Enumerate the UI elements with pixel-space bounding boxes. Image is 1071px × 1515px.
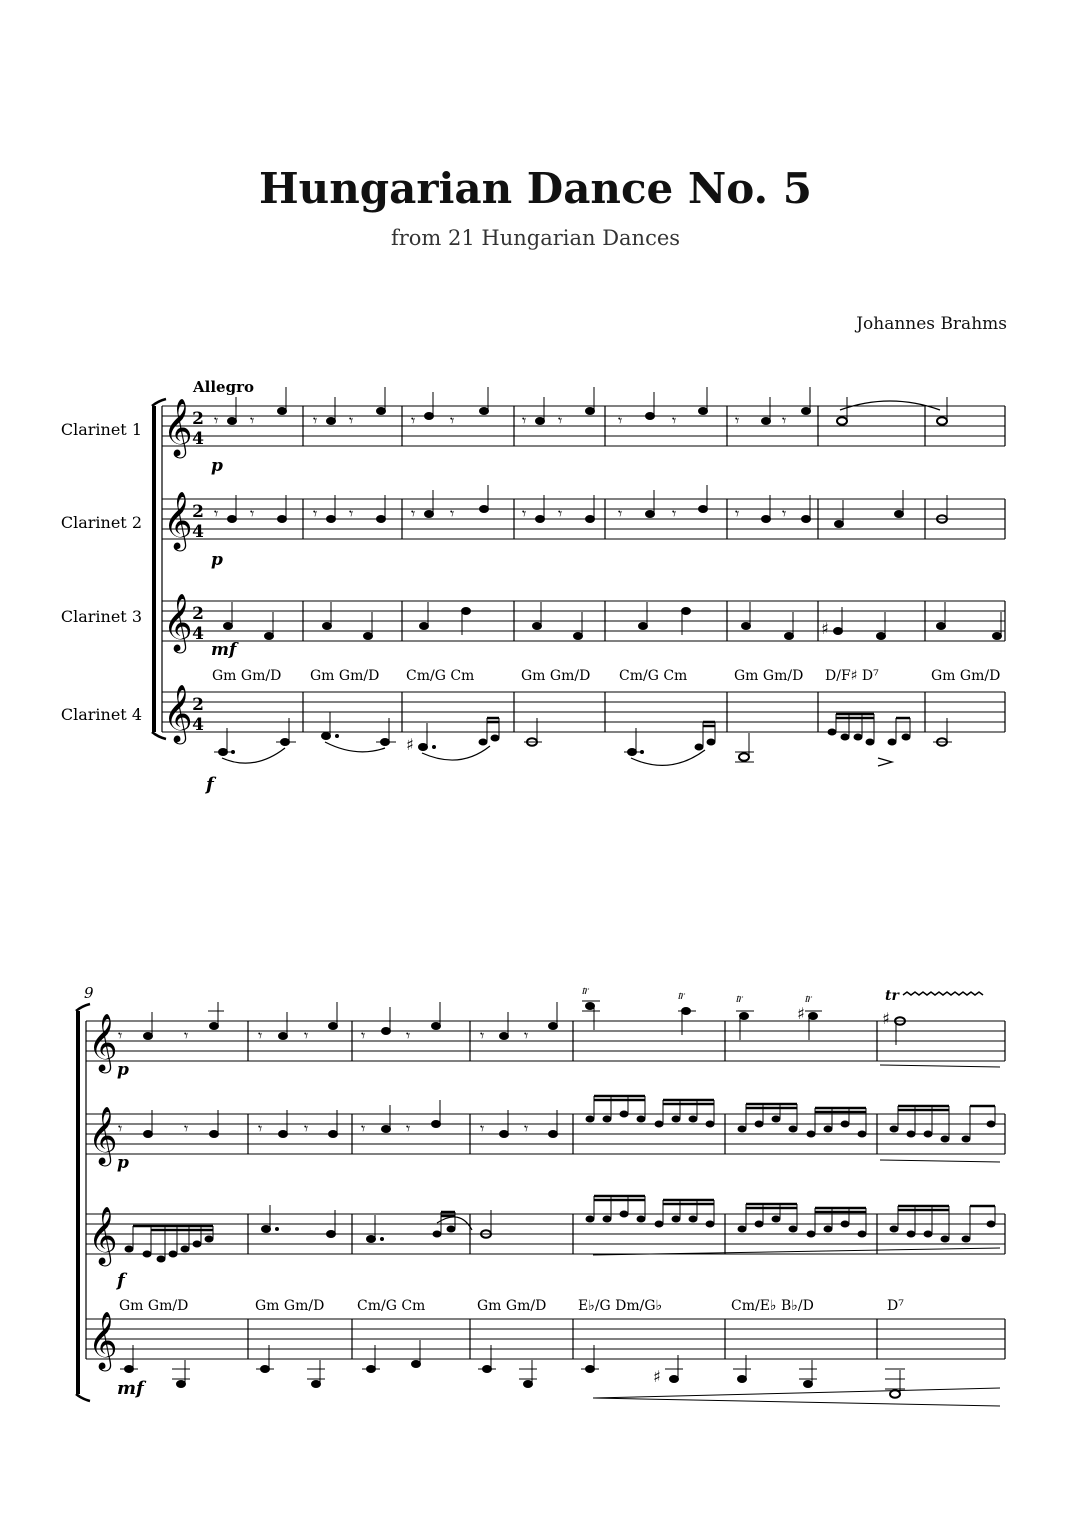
chord-symbol: Gm Gm/D	[212, 668, 282, 684]
dynamic-marking: f	[206, 774, 214, 795]
svg-text:♯: ♯	[797, 1004, 805, 1023]
svg-text:𝄾: 𝄾	[522, 504, 527, 523]
chord-symbol: Gm Gm/D	[521, 668, 591, 684]
svg-text:𝄞: 𝄞	[163, 398, 193, 456]
chord-symbols	[119, 1298, 904, 1314]
svg-text:𝆖: 𝆖	[678, 988, 685, 1002]
chord-symbol: Gm Gm/D	[734, 668, 804, 684]
clarinet-3-notes	[125, 1196, 1000, 1262]
svg-text:♯: ♯	[882, 1009, 890, 1028]
svg-text:𝄾: 𝄾	[782, 411, 787, 430]
sixteenth-run	[738, 1204, 866, 1237]
svg-text:2: 2	[192, 604, 204, 624]
chord-symbol: Gm Gm/D	[477, 1298, 547, 1314]
svg-text:𝄾: 𝄾	[406, 1026, 411, 1045]
dynamic-marking: p	[117, 1153, 129, 1173]
svg-text:♯: ♯	[821, 619, 829, 638]
sixteenth-run	[738, 1104, 866, 1137]
system-1	[61, 378, 1005, 795]
svg-text:𝄞: 𝄞	[163, 593, 193, 651]
chord-symbols	[212, 668, 1000, 684]
svg-text:4: 4	[192, 522, 204, 542]
svg-text:𝄾: 𝄾	[411, 504, 416, 523]
svg-text:𝄾: 𝄾	[258, 1119, 263, 1138]
chord-symbol: Cm/G Cm	[406, 668, 475, 684]
svg-text:♯: ♯	[653, 1367, 661, 1386]
svg-text:𝄾: 𝄾	[258, 1026, 263, 1045]
system-2	[76, 983, 1005, 1406]
svg-text:𝄾: 𝄾	[250, 411, 255, 430]
svg-text:𝄾: 𝄾	[349, 411, 354, 430]
svg-text:𝄾: 𝄾	[450, 504, 455, 523]
clefs	[88, 1013, 118, 1372]
svg-text:𝄾: 𝄾	[304, 1119, 309, 1138]
svg-text:𝄾: 𝄾	[313, 504, 318, 523]
svg-text:4: 4	[192, 624, 204, 644]
chord-symbol: Cm/G Cm	[619, 668, 688, 684]
instrument-name-2: Clarinet 2	[60, 513, 142, 532]
clarinet-2-notes	[214, 485, 947, 528]
svg-text:𝄾: 𝄾	[214, 411, 219, 430]
clarinet-1-notes	[214, 387, 947, 430]
svg-text:𝄞: 𝄞	[163, 684, 193, 742]
dynamic-marking: p	[211, 550, 223, 570]
score-subtitle: from 21 Hungarian Dances	[390, 226, 681, 250]
svg-text:4: 4	[192, 715, 204, 735]
svg-text:𝄾: 𝄾	[184, 1026, 189, 1045]
svg-text:𝄾: 𝄾	[480, 1119, 485, 1138]
svg-text:𝄾: 𝄾	[735, 504, 740, 523]
dynamic-marking: mf	[117, 1378, 144, 1399]
chord-symbol: D/F♯ D⁷	[825, 668, 879, 684]
instrument-name-1: Clarinet 1	[60, 420, 142, 439]
svg-text:𝄾: 𝄾	[304, 1026, 309, 1045]
time-signatures	[192, 409, 204, 735]
chord-symbol: Gm Gm/D	[119, 1298, 189, 1314]
chord-symbol: Cm/G Cm	[357, 1298, 426, 1314]
sixteenth-run	[586, 1096, 714, 1127]
svg-text:𝄾: 𝄾	[214, 504, 219, 523]
chord-symbol: E♭/G Dm/G♭	[578, 1298, 663, 1314]
svg-text:𝄞: 𝄞	[88, 1106, 118, 1164]
svg-text:𝄾: 𝄾	[782, 504, 787, 523]
svg-text:𝄾: 𝄾	[558, 504, 563, 523]
svg-text:𝄞: 𝄞	[88, 1013, 118, 1071]
svg-text:𝄾: 𝄾	[522, 411, 527, 430]
clarinet-4-notes	[214, 712, 952, 766]
svg-text:𝄾: 𝄾	[450, 411, 455, 430]
clarinet-2-notes	[118, 1096, 1000, 1162]
svg-text:𝄾: 𝄾	[250, 504, 255, 523]
sixteenth-run	[586, 1196, 714, 1227]
chord-symbol: D⁷	[887, 1298, 904, 1314]
svg-text:𝄞: 𝄞	[88, 1206, 118, 1264]
svg-text:4: 4	[192, 429, 204, 449]
svg-text:𝄾: 𝄾	[672, 504, 677, 523]
svg-text:𝄾: 𝄾	[118, 1119, 123, 1138]
measure-number: 9	[84, 984, 94, 1002]
svg-text:𝄾: 𝄾	[118, 1026, 123, 1045]
chord-symbol: Gm Gm/D	[931, 668, 1001, 684]
svg-text:𝄾: 𝄾	[361, 1026, 366, 1045]
svg-text:𝆖: 𝆖	[582, 983, 589, 997]
svg-text:𝄾: 𝄾	[524, 1119, 529, 1138]
dynamic-marking: p	[211, 456, 223, 476]
svg-text:𝄾: 𝄾	[735, 411, 740, 430]
svg-text:2: 2	[192, 409, 204, 429]
svg-text:𝄾: 𝄾	[524, 1026, 529, 1045]
dynamic-marking: f	[117, 1270, 125, 1291]
svg-text:𝄾: 𝄾	[672, 411, 677, 430]
svg-text:2: 2	[192, 695, 204, 715]
chord-symbol: Cm/E♭ B♭/D	[731, 1298, 814, 1314]
score-title: Hungarian Dance No. 5	[258, 164, 812, 213]
instrument-name-4: Clarinet 4	[60, 705, 142, 724]
svg-text:𝄾: 𝄾	[349, 504, 354, 523]
svg-text:𝆖: 𝆖	[736, 991, 743, 1005]
svg-text:𝄞: 𝄞	[163, 491, 193, 549]
dynamic-marking: p	[117, 1060, 129, 1080]
svg-text:𝄾: 𝄾	[618, 411, 623, 430]
svg-text:𝄾: 𝄾	[313, 411, 318, 430]
svg-text:tr: tr	[885, 988, 899, 1004]
svg-text:♯: ♯	[406, 735, 414, 754]
svg-text:𝄾: 𝄾	[184, 1119, 189, 1138]
tempo-marking: Allegro	[193, 378, 254, 396]
svg-text:𝄾: 𝄾	[361, 1119, 366, 1138]
clefs	[163, 398, 193, 745]
svg-text:𝄾: 𝄾	[406, 1119, 411, 1138]
svg-text:𝄾: 𝄾	[618, 504, 623, 523]
chord-symbol: Gm Gm/D	[310, 668, 380, 684]
dynamic-marking: mf	[211, 640, 237, 660]
svg-text:𝆖: 𝆖	[805, 991, 812, 1005]
clarinet-4-notes	[120, 1340, 1000, 1406]
instrument-name-3: Clarinet 3	[60, 607, 142, 626]
clarinet-1-notes	[118, 983, 1000, 1067]
composer-name: Johannes Brahms	[856, 314, 1007, 334]
svg-text:𝄞: 𝄞	[88, 1311, 118, 1369]
svg-text:𝄾: 𝄾	[480, 1026, 485, 1045]
chord-symbol: Gm Gm/D	[255, 1298, 325, 1314]
svg-text:2: 2	[192, 502, 204, 522]
svg-text:𝄾: 𝄾	[411, 411, 416, 430]
svg-text:𝄾: 𝄾	[558, 411, 563, 430]
